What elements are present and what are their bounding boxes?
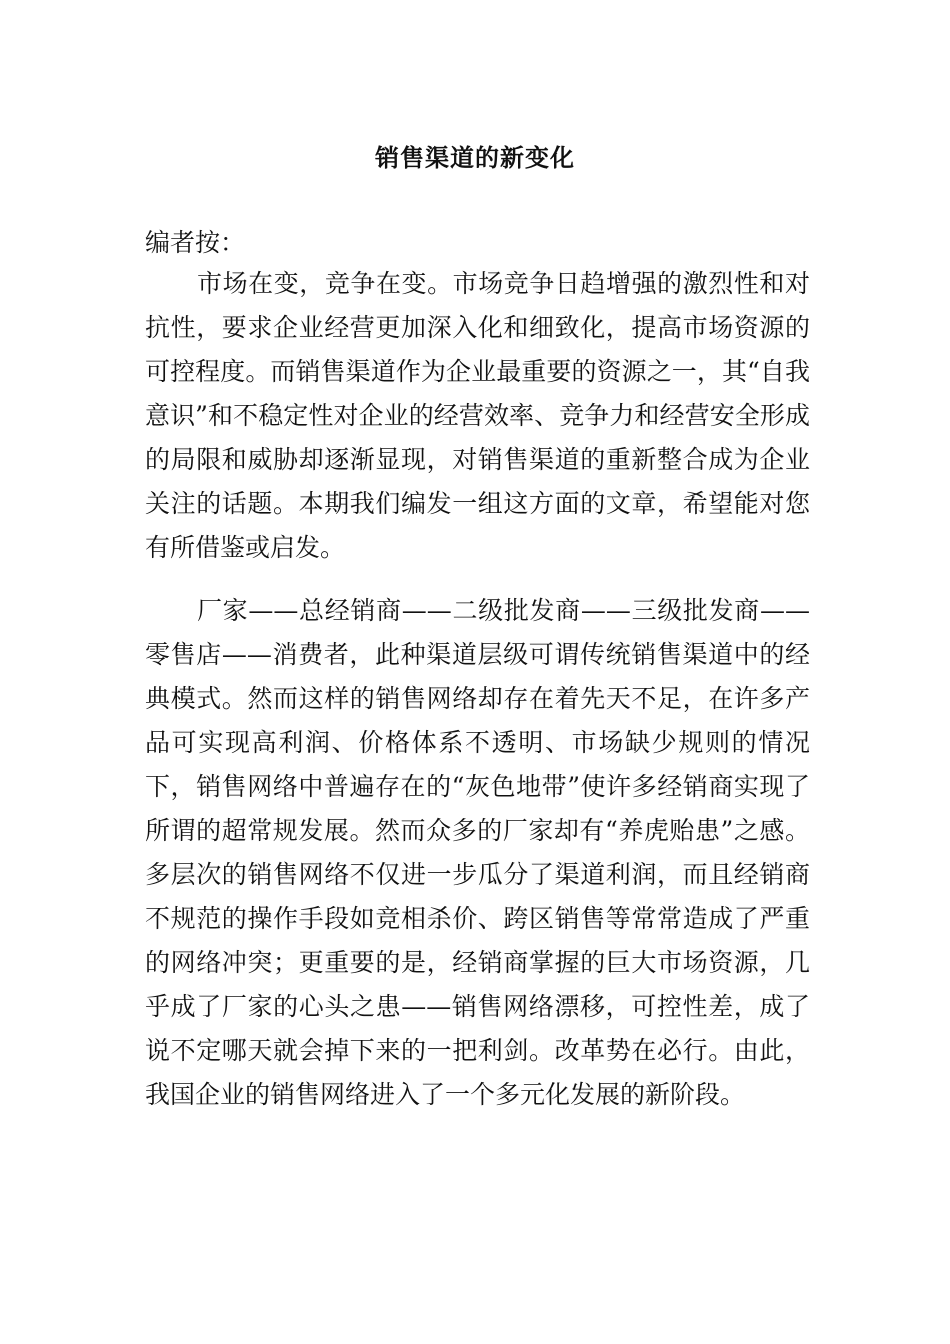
document-title: 销售渠道的新变化	[375, 144, 575, 172]
body-paragraph: 厂家——总经销商——二级批发商——三级批发商——零售店——消费者，此种渠道层级可谓传统销售渠道中的经典模式。然而这样的销售网络却存在着先天不足，在许多产品可实现高利润、价格体系不透明、市场缺少规则的情况下，销售网络中普遍存在的“灰色地带”使许多经销商实现了所谓的超常规发展。然而众多的厂家却有“养虎贻患”之感。多层次的销售网络不仅进一步瓜分了渠道利润，而且经销商不规范的操作手段如竞相杀价、跨区销售等常常造成了严重的网络冲突；更重要的是，经销商掌握的巨大市场资源，几乎成了厂家的心头之患——销售网络漂移，可控性差，成了说不定哪天就会掉下来的一把利剑。改革势在必行。由此，我国企业的销售网络进入了一个多元化发展的新阶段。	[145, 596, 810, 1109]
editor-note-paragraph: 市场在变，竞争在变。市场竞争日趋增强的激烈性和对抗性，要求企业经营更加深入化和细致化，提高市场资源的可控程度。而销售渠道作为企业最重要的资源之一，其“自我意识”和不稳定性对企业的经营效率、竞争力和经营安全形成的局限和威胁却逐渐显现，对销售渠道的重新整合成为企业关注的话题。本期我们编发一组这方面的文章，希望能对您有所借鉴或启发。	[145, 269, 810, 562]
editor-note-label: 编者按：	[145, 228, 246, 257]
